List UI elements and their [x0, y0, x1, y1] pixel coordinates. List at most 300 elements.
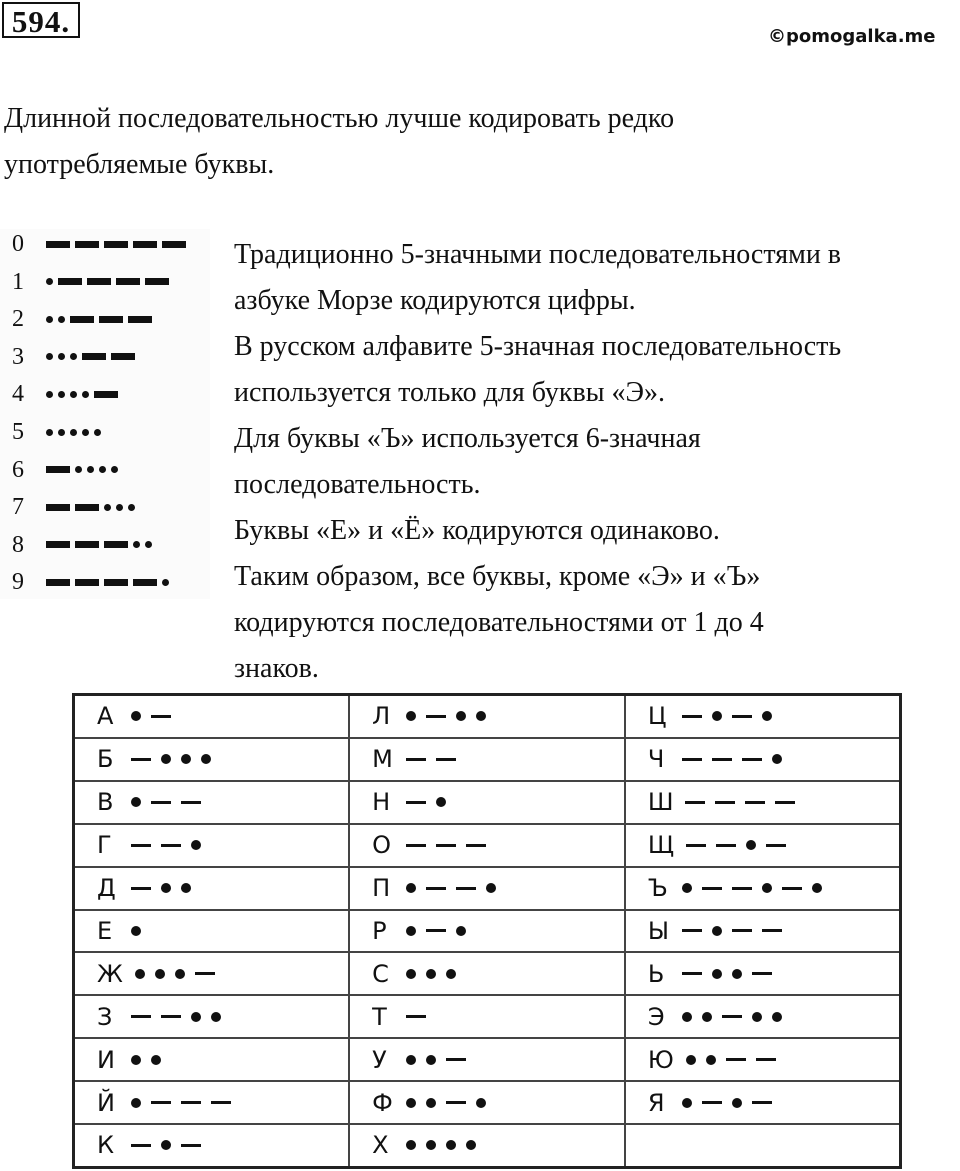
- digit-label: 8: [12, 531, 24, 558]
- letter-morse-code: [686, 1055, 776, 1065]
- morse-dot: [155, 969, 165, 979]
- table-cell: [74, 781, 350, 824]
- letter: Р: [372, 916, 387, 945]
- morse-dot: [161, 754, 171, 764]
- morse-dot: [58, 429, 65, 436]
- table-row: [74, 952, 901, 995]
- table-cell: [74, 867, 350, 910]
- morse-dot: [686, 1055, 696, 1065]
- letter-morse-code: [406, 1098, 486, 1108]
- morse-dot: [191, 1012, 201, 1022]
- morse-dash: [426, 929, 446, 932]
- letter-morse-code: [406, 1140, 476, 1150]
- morse-dash: [732, 887, 752, 890]
- digit-label: 1: [12, 268, 24, 295]
- morse-dash: [58, 278, 82, 285]
- table-cell: [625, 738, 901, 781]
- digit-morse-code: [46, 316, 152, 323]
- morse-dash: [756, 1058, 776, 1061]
- morse-dash: [131, 1144, 151, 1147]
- morse-dot: [75, 466, 82, 473]
- morse-dot: [131, 797, 141, 807]
- morse-dash: [151, 715, 171, 718]
- morse-dash: [70, 316, 94, 323]
- table-cell: [74, 824, 350, 867]
- morse-dash: [133, 579, 157, 586]
- digit-row: [12, 530, 152, 560]
- digit-row: [12, 379, 118, 409]
- morse-dash: [682, 715, 702, 718]
- table-cell: [349, 910, 625, 953]
- digit-label: 3: [12, 343, 24, 370]
- table-cell: [349, 781, 625, 824]
- morse-dot: [145, 541, 152, 548]
- morse-dash: [775, 801, 795, 804]
- morse-dot: [732, 969, 742, 979]
- morse-dash: [181, 1144, 201, 1147]
- letter-morse-code: [406, 797, 446, 807]
- morse-dash: [745, 801, 765, 804]
- morse-dot: [732, 1098, 742, 1108]
- morse-dash: [111, 353, 135, 360]
- table-row: [74, 867, 901, 910]
- morse-dot: [456, 926, 466, 936]
- morse-dot: [426, 969, 436, 979]
- morse-dot: [46, 391, 53, 398]
- morse-dash: [682, 972, 702, 975]
- table-row: [74, 695, 901, 738]
- morse-dash: [133, 241, 157, 248]
- digit-label: 6: [12, 456, 24, 483]
- explain-line-1: Традиционно 5-значными последовательностями в: [234, 239, 842, 270]
- letter-morse-code: [135, 969, 215, 979]
- letter: Ы: [647, 916, 669, 945]
- explain-line-7: Буквы «Е» и «Ё» кодируются одинаково.: [234, 515, 720, 546]
- table-cell: [625, 867, 901, 910]
- morse-dash: [87, 278, 111, 285]
- exercise-number: 594.: [2, 2, 80, 38]
- table-row: [74, 910, 901, 953]
- morse-dash: [75, 541, 99, 548]
- table-cell: [349, 867, 625, 910]
- intro-paragraph: [4, 96, 904, 188]
- morse-dash: [782, 887, 802, 890]
- morse-dash: [732, 929, 752, 932]
- morse-dot: [181, 883, 191, 893]
- morse-dot: [406, 883, 416, 893]
- letter: Е: [97, 916, 113, 945]
- table-cell: [74, 1124, 350, 1168]
- morse-dot: [406, 1140, 416, 1150]
- digit-label: 2: [12, 306, 24, 333]
- morse-dash: [151, 801, 171, 804]
- digit-morse-code: [46, 541, 152, 548]
- table-cell: [349, 1124, 625, 1168]
- explain-line-8: Таким образом, все буквы, кроме «Э» и «Ъ»: [234, 561, 761, 592]
- letter: Ц: [647, 702, 667, 731]
- digit-label: 7: [12, 494, 24, 521]
- table-row: [74, 1124, 901, 1168]
- morse-dash: [99, 316, 123, 323]
- letter: Щ: [647, 831, 675, 860]
- digit-row: [12, 567, 169, 597]
- morse-dash: [131, 758, 151, 761]
- explain-line-10: знаков.: [234, 653, 319, 684]
- digit-morse-code: [46, 391, 118, 398]
- digit-label: 5: [12, 419, 24, 445]
- table-cell: [74, 695, 350, 738]
- morse-dot: [99, 466, 106, 473]
- table-cell: [625, 952, 901, 995]
- morse-dash: [446, 1058, 466, 1061]
- table-row: [74, 995, 901, 1038]
- digit-morse-code: [46, 579, 169, 586]
- letter: Ш: [647, 788, 674, 817]
- letter: Ф: [372, 1088, 393, 1117]
- morse-dot: [70, 353, 77, 360]
- morse-dash: [46, 504, 70, 511]
- morse-dot: [133, 541, 140, 548]
- table-cell: [349, 1081, 625, 1124]
- morse-dot: [426, 1098, 436, 1108]
- explanation-text: [234, 232, 960, 692]
- morse-dot: [131, 926, 141, 936]
- morse-dash: [195, 972, 215, 975]
- morse-dash: [766, 844, 786, 847]
- morse-dash: [94, 391, 118, 398]
- morse-dash: [686, 844, 706, 847]
- morse-dot: [191, 840, 201, 850]
- digit-row: [12, 267, 169, 297]
- morse-dash: [75, 504, 99, 511]
- letter: К: [97, 1131, 115, 1160]
- morse-dot: [128, 504, 135, 511]
- letter: Э: [647, 1002, 665, 1031]
- letter: В: [97, 788, 114, 817]
- morse-dot: [131, 1098, 141, 1108]
- table-cell: [74, 1038, 350, 1081]
- morse-dash: [685, 801, 705, 804]
- letter: П: [372, 874, 391, 903]
- morse-dash: [82, 353, 106, 360]
- morse-dash: [75, 241, 99, 248]
- morse-dot: [436, 797, 446, 807]
- intro-line-2: употребляемые буквы.: [4, 149, 275, 180]
- morse-dash: [722, 1015, 742, 1018]
- explain-line-3: В русском алфавите 5-значная последовательность: [234, 331, 842, 362]
- morse-dash: [682, 758, 702, 761]
- morse-dash: [466, 844, 486, 847]
- morse-dash: [104, 541, 128, 548]
- explain-line-9: кодируются последовательностями от 1 до 4: [234, 607, 764, 638]
- digit-row: [12, 492, 135, 522]
- letter-morse-code: [406, 883, 496, 893]
- morse-dot: [682, 1012, 692, 1022]
- morse-dot: [70, 391, 77, 398]
- morse-dash: [742, 758, 762, 761]
- morse-dash: [436, 844, 456, 847]
- morse-dot: [211, 1012, 221, 1022]
- table-cell: [349, 1038, 625, 1081]
- morse-dot: [175, 969, 185, 979]
- letter: Л: [372, 702, 391, 731]
- letter: Г: [97, 831, 112, 860]
- morse-dash: [104, 241, 128, 248]
- morse-dot: [87, 466, 94, 473]
- morse-dot: [772, 1012, 782, 1022]
- table-cell: [74, 1081, 350, 1124]
- morse-dash: [162, 241, 186, 248]
- letter: З: [97, 1002, 113, 1031]
- letter-morse-code: [682, 711, 772, 721]
- morse-dash: [456, 887, 476, 890]
- morse-dash: [46, 541, 70, 548]
- letter: Х: [372, 1131, 389, 1160]
- morse-dash: [46, 241, 70, 248]
- letter: Ь: [647, 959, 665, 988]
- table-cell: [349, 695, 625, 738]
- letter-morse-code: [131, 1055, 161, 1065]
- letter-morse-code: [131, 754, 211, 764]
- morse-dot: [762, 883, 772, 893]
- letter: Т: [372, 1002, 387, 1031]
- morse-dot: [456, 711, 466, 721]
- morse-dot: [201, 754, 211, 764]
- digit-morse-code: [46, 278, 169, 285]
- morse-dash: [682, 929, 702, 932]
- morse-dash: [752, 1101, 772, 1104]
- morse-dash: [131, 844, 151, 847]
- letter-morse-code: [682, 969, 772, 979]
- letter-morse-code: [131, 1012, 221, 1022]
- table-cell: [349, 738, 625, 781]
- digit-morse-code: [46, 353, 135, 360]
- digit-row: [12, 455, 118, 485]
- morse-dot: [772, 754, 782, 764]
- letter: Я: [647, 1088, 665, 1117]
- morse-dot: [426, 1140, 436, 1150]
- explain-line-4: используется только для буквы «Э».: [234, 377, 666, 408]
- digit-label: 0: [12, 231, 24, 257]
- letter-morse-code: [685, 801, 795, 804]
- morse-dash: [426, 887, 446, 890]
- letter: С: [372, 959, 389, 988]
- morse-dot: [46, 353, 53, 360]
- morse-dot: [406, 1098, 416, 1108]
- letter-morse-code: [131, 711, 171, 721]
- morse-dash: [161, 1015, 181, 1018]
- letter: Ж: [97, 959, 123, 988]
- letter: Ъ: [647, 874, 668, 903]
- table-cell: [74, 952, 350, 995]
- morse-dot: [162, 579, 169, 586]
- letter: И: [97, 1045, 115, 1074]
- morse-dash: [716, 844, 736, 847]
- letter-morse-code: [406, 711, 486, 721]
- table-cell: [349, 995, 625, 1038]
- letter: А: [97, 702, 114, 731]
- table-cell: [625, 995, 901, 1038]
- table-cell: [625, 1081, 901, 1124]
- morse-dash: [406, 758, 426, 761]
- table-cell: [349, 824, 625, 867]
- morse-dot: [476, 1098, 486, 1108]
- morse-dot: [682, 1098, 692, 1108]
- table-cell: [625, 781, 901, 824]
- morse-dash: [46, 579, 70, 586]
- morse-dash: [131, 887, 151, 890]
- letter: Й: [97, 1088, 115, 1117]
- letter-morse-code: [682, 754, 782, 764]
- morse-dot: [135, 969, 145, 979]
- morse-dash: [752, 972, 772, 975]
- letter: Ч: [647, 745, 665, 774]
- table-row: [74, 824, 901, 867]
- morse-dot: [82, 429, 89, 436]
- morse-dot: [82, 391, 89, 398]
- table-cell: [625, 1124, 901, 1168]
- morse-dash: [116, 278, 140, 285]
- digit-morse-code: [46, 429, 101, 436]
- letter-morse-code: [686, 840, 786, 850]
- digit-row: [12, 342, 135, 372]
- morse-dash: [426, 715, 446, 718]
- morse-dot: [406, 969, 416, 979]
- morse-alphabet-table: [72, 693, 902, 1169]
- morse-dash: [726, 1058, 746, 1061]
- digit-label: 9: [12, 569, 24, 596]
- morse-dot: [151, 1055, 161, 1065]
- morse-dot: [762, 711, 772, 721]
- morse-dash: [436, 758, 456, 761]
- morse-dash: [181, 1101, 201, 1104]
- morse-dot: [706, 1055, 716, 1065]
- table-row: [74, 781, 901, 824]
- morse-dash: [151, 1101, 171, 1104]
- letter: Д: [97, 874, 116, 903]
- morse-dot: [46, 278, 53, 285]
- letter-morse-code: [406, 758, 456, 761]
- morse-dash: [131, 1015, 151, 1018]
- letter-morse-code: [131, 1140, 201, 1150]
- morse-dash: [446, 1101, 466, 1104]
- letter: О: [372, 831, 392, 860]
- morse-dash: [181, 801, 201, 804]
- digit-morse-code: [46, 504, 135, 511]
- table-row: [74, 1038, 901, 1081]
- morse-dot: [70, 429, 77, 436]
- table-cell: [625, 1038, 901, 1081]
- letter-morse-code: [406, 844, 486, 847]
- morse-dash: [762, 929, 782, 932]
- morse-dash: [75, 579, 99, 586]
- morse-dash: [702, 1101, 722, 1104]
- morse-dot: [466, 1140, 476, 1150]
- morse-dot: [712, 926, 722, 936]
- morse-dot: [712, 969, 722, 979]
- letter-morse-code: [682, 1098, 772, 1108]
- morse-dash: [712, 758, 732, 761]
- morse-dash: [104, 579, 128, 586]
- digit-morse-code: [46, 241, 186, 248]
- morse-dot: [712, 711, 722, 721]
- table-cell: [625, 910, 901, 953]
- digit-morse-code: [46, 466, 118, 473]
- letter-morse-code: [682, 926, 782, 936]
- morse-dash: [702, 887, 722, 890]
- explain-line-5: Для буквы «Ъ» используется 6-значная: [234, 423, 701, 454]
- letter-morse-code: [131, 1098, 231, 1108]
- morse-dot: [446, 969, 456, 979]
- morse-dash: [406, 801, 426, 804]
- morse-dot: [161, 883, 171, 893]
- morse-dot: [161, 1140, 171, 1150]
- morse-dot: [426, 1055, 436, 1065]
- morse-dot: [94, 429, 101, 436]
- morse-dot: [682, 883, 692, 893]
- letter: Н: [372, 788, 391, 817]
- letter-morse-code: [131, 797, 201, 807]
- morse-dot: [446, 1140, 456, 1150]
- morse-dash: [732, 715, 752, 718]
- morse-dot: [58, 316, 65, 323]
- morse-dot: [46, 429, 53, 436]
- morse-dash: [145, 278, 169, 285]
- table-row: [74, 1081, 901, 1124]
- morse-dot: [406, 711, 416, 721]
- table-cell: [349, 952, 625, 995]
- letter: Ю: [647, 1045, 674, 1074]
- digit-row: [12, 229, 186, 259]
- table-cell: [74, 910, 350, 953]
- morse-dash: [161, 844, 181, 847]
- letter: М: [372, 745, 393, 774]
- morse-dot: [116, 504, 123, 511]
- morse-dash: [46, 466, 70, 473]
- morse-dot: [111, 466, 118, 473]
- morse-dot: [58, 391, 65, 398]
- table-cell: [74, 995, 350, 1038]
- morse-dot: [58, 353, 65, 360]
- letter-morse-code: [131, 840, 201, 850]
- table-cell: [625, 695, 901, 738]
- morse-dot: [104, 504, 111, 511]
- morse-dot: [812, 883, 822, 893]
- letter-morse-code: [131, 883, 191, 893]
- letter: У: [372, 1045, 387, 1074]
- letter-morse-code: [406, 969, 456, 979]
- explain-line-2: азбуке Морзе кодируются цифры.: [234, 285, 636, 316]
- morse-dot: [131, 1055, 141, 1065]
- table-row: [74, 738, 901, 781]
- explain-line-6: последовательность.: [234, 469, 481, 500]
- intro-line-1: Длинной последовательностью лучше кодировать редко: [4, 103, 675, 134]
- table-cell: [625, 824, 901, 867]
- letter: Б: [97, 745, 114, 774]
- letter-morse-code: [682, 883, 822, 893]
- morse-dot: [702, 1012, 712, 1022]
- morse-dot: [181, 754, 191, 764]
- morse-dot: [752, 1012, 762, 1022]
- morse-dot: [746, 840, 756, 850]
- digit-row: [12, 304, 152, 334]
- morse-dash: [128, 316, 152, 323]
- letter-morse-code: [406, 926, 466, 936]
- digit-morse-figure: [0, 229, 210, 599]
- letter-morse-code: [406, 1055, 466, 1065]
- digit-label: 4: [12, 381, 24, 408]
- morse-dot: [406, 1055, 416, 1065]
